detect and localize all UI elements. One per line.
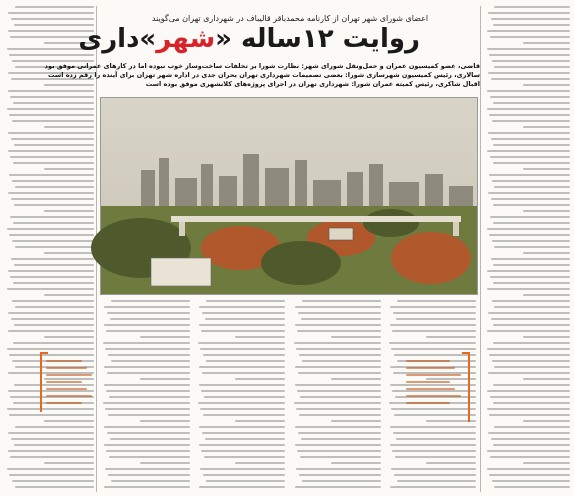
text-line	[111, 480, 190, 482]
text-line	[294, 342, 381, 344]
quote-line	[46, 402, 82, 404]
text-line	[490, 96, 570, 98]
text-line	[523, 168, 570, 170]
text-line	[110, 318, 190, 320]
text-line	[297, 390, 381, 392]
text-line	[294, 402, 381, 404]
text-line	[11, 198, 94, 200]
text-line	[523, 294, 570, 296]
text-line	[295, 366, 381, 368]
text-line	[7, 108, 94, 110]
text-line	[105, 468, 190, 470]
text-line	[296, 468, 381, 470]
text-line	[392, 330, 476, 332]
text-line	[11, 318, 94, 320]
right-text-column	[484, 6, 570, 492]
text-line	[106, 450, 190, 452]
text-line	[489, 474, 570, 476]
text-line	[202, 372, 285, 374]
text-line	[487, 150, 570, 152]
text-line	[487, 468, 570, 470]
text-line	[15, 6, 94, 8]
text-line	[489, 354, 570, 356]
text-line	[104, 384, 190, 386]
text-line	[494, 186, 570, 188]
text-line	[491, 198, 570, 200]
text-line	[104, 426, 190, 428]
text-line	[8, 150, 94, 152]
text-line	[140, 336, 190, 338]
text-line	[13, 162, 94, 164]
text-line	[391, 468, 476, 470]
text-line	[492, 180, 570, 182]
text-line	[198, 342, 285, 344]
text-line	[44, 84, 94, 86]
text-line	[390, 486, 476, 488]
text-line	[109, 456, 190, 458]
quote-line	[406, 381, 450, 383]
text-line	[7, 348, 94, 350]
text-line	[8, 312, 94, 314]
text-line	[140, 420, 190, 422]
text-line	[489, 414, 570, 416]
text-line	[13, 102, 94, 104]
text-line	[298, 432, 381, 434]
text-line	[108, 354, 190, 356]
quote-line	[46, 374, 92, 376]
text-line	[491, 78, 570, 80]
article-kicker: اعضای شورای شهر تهران از کارنامه محمدباقر قالیباف در شهرداری تهران می‌گویند	[151, 14, 429, 23]
text-line	[493, 144, 570, 146]
text-line	[300, 396, 381, 398]
text-line	[10, 456, 94, 458]
text-line	[15, 186, 94, 188]
text-line	[295, 324, 381, 326]
text-line	[44, 336, 94, 338]
headline-part: روایت ۱۲ساله «	[215, 24, 420, 54]
text-line	[8, 90, 94, 92]
text-line	[491, 318, 570, 320]
text-line	[10, 96, 94, 98]
text-line	[523, 42, 570, 44]
text-line	[235, 378, 285, 380]
text-line	[487, 30, 570, 32]
text-line	[491, 18, 570, 20]
text-line	[202, 312, 285, 314]
text-line	[488, 432, 570, 434]
quote-bracket	[468, 352, 470, 422]
text-line	[493, 162, 570, 164]
text-line	[199, 384, 285, 386]
text-line	[8, 12, 94, 14]
text-line	[108, 474, 190, 476]
text-line	[106, 390, 190, 392]
text-line	[331, 336, 381, 338]
headline-accent: شهر	[156, 24, 216, 54]
quote-line	[406, 388, 455, 390]
text-line	[491, 438, 570, 440]
text-line	[201, 450, 285, 452]
text-line	[12, 180, 94, 182]
text-line	[494, 426, 570, 428]
text-line	[107, 372, 190, 374]
text-line	[493, 384, 570, 386]
text-line	[235, 336, 285, 338]
text-line	[14, 444, 94, 446]
text-line	[11, 258, 94, 260]
text-line	[44, 252, 94, 254]
text-line	[44, 462, 94, 464]
text-line	[9, 54, 94, 56]
text-line	[203, 354, 285, 356]
text-line	[295, 486, 381, 488]
text-line	[44, 420, 94, 422]
text-line	[296, 408, 381, 410]
text-line	[488, 132, 570, 134]
text-line	[390, 426, 476, 428]
text-line	[488, 12, 570, 14]
text-line	[11, 138, 94, 140]
text-line	[201, 390, 285, 392]
text-line	[200, 468, 285, 470]
text-line	[13, 282, 94, 284]
text-line	[297, 450, 381, 452]
text-line	[395, 456, 476, 458]
text-line	[106, 330, 190, 332]
text-line	[487, 348, 570, 350]
text-line	[298, 312, 381, 314]
text-line	[201, 330, 285, 332]
text-line	[302, 480, 381, 482]
text-line	[8, 192, 94, 194]
text-line	[9, 174, 94, 176]
text-line	[295, 444, 381, 446]
text-line	[487, 450, 570, 452]
text-line	[396, 438, 476, 440]
text-line	[397, 300, 476, 302]
text-line	[487, 408, 570, 410]
text-line	[487, 48, 570, 50]
text-line	[204, 456, 285, 458]
text-line	[493, 324, 570, 326]
text-line	[297, 330, 381, 332]
text-line	[140, 378, 190, 380]
text-line	[104, 444, 190, 446]
text-line	[13, 342, 94, 344]
text-line	[389, 342, 476, 344]
lead-bullet: سالاری، رئیس کمیسیون شهرسازی شورا: بعضی تصمیمات شهرداری تهران بحران جدی در اداره شهر تهران برای آینده را رقم زده است	[47, 71, 480, 79]
text-line	[8, 432, 94, 434]
text-line	[8, 450, 94, 452]
text-line	[295, 384, 381, 386]
lead-bullet: قاضی، عضو کمیسیون عمران و حمل‌ونقل شورای شهر: نظارت شورا بر تخلفات ساخت‌وساز خوب نبوده اما در کارهای عمرانی موفق بود	[44, 62, 480, 70]
text-line	[111, 300, 190, 302]
text-line	[7, 288, 94, 290]
text-line	[523, 126, 570, 128]
text-line	[492, 360, 570, 362]
text-line	[492, 480, 570, 482]
text-line	[103, 402, 190, 404]
text-line	[107, 312, 190, 314]
text-line	[9, 474, 94, 476]
photo-image	[101, 98, 477, 294]
text-line	[494, 486, 570, 488]
text-line	[487, 228, 570, 230]
text-line	[491, 138, 570, 140]
tehran-skyline-photo	[100, 97, 478, 295]
text-line	[487, 90, 570, 92]
text-line	[393, 432, 476, 434]
text-line	[200, 408, 285, 410]
text-line	[392, 450, 476, 452]
text-line	[394, 474, 476, 476]
article-lead-bullets	[44, 62, 480, 89]
lower-text-subcolumn	[196, 300, 286, 490]
column-divider-right	[480, 6, 481, 492]
text-line	[295, 426, 381, 428]
text-line	[9, 234, 94, 236]
text-line	[12, 120, 94, 122]
text-line	[300, 456, 381, 458]
text-line	[203, 414, 285, 416]
text-line	[7, 468, 94, 470]
text-line	[493, 282, 570, 284]
text-line	[44, 168, 94, 170]
text-line	[9, 114, 94, 116]
text-line	[397, 480, 476, 482]
quote-line	[406, 374, 461, 376]
text-line	[331, 378, 381, 380]
text-line	[204, 396, 285, 398]
text-line	[104, 324, 190, 326]
quote-bracket	[462, 352, 470, 354]
text-line	[296, 348, 381, 350]
text-line	[489, 54, 570, 56]
text-line	[12, 240, 94, 242]
text-line	[523, 84, 570, 86]
text-line	[299, 354, 381, 356]
quote-bracket	[40, 352, 48, 354]
quote-bracket	[40, 352, 42, 412]
text-line	[493, 342, 570, 344]
text-line	[492, 240, 570, 242]
text-line	[393, 312, 476, 314]
text-line	[490, 396, 570, 398]
text-line	[487, 390, 570, 392]
text-line	[44, 294, 94, 296]
text-line	[199, 426, 285, 428]
text-line	[523, 420, 570, 422]
text-line	[199, 444, 285, 446]
text-line	[14, 324, 94, 326]
text-line	[202, 432, 285, 434]
quote-line	[46, 360, 82, 362]
text-line	[109, 396, 190, 398]
text-line	[493, 222, 570, 224]
text-line	[396, 318, 476, 320]
text-line	[331, 420, 381, 422]
text-line	[490, 216, 570, 218]
text-line	[198, 402, 285, 404]
text-line	[487, 330, 570, 332]
text-line	[299, 474, 381, 476]
quote-line	[406, 367, 455, 369]
text-line	[11, 18, 94, 20]
text-line	[44, 210, 94, 212]
text-line	[523, 462, 570, 464]
lower-text-subcolumn	[291, 300, 381, 490]
text-line	[490, 276, 570, 278]
quote-line	[46, 395, 92, 397]
text-line	[390, 306, 476, 308]
text-line	[493, 264, 570, 266]
text-line	[488, 372, 570, 374]
text-line	[12, 300, 94, 302]
text-line	[205, 318, 285, 320]
text-line	[206, 300, 285, 302]
text-line	[488, 192, 570, 194]
headline-part: »داری	[78, 24, 157, 54]
text-line	[14, 144, 94, 146]
text-line	[494, 366, 570, 368]
text-line	[489, 234, 570, 236]
text-line	[523, 378, 570, 380]
text-line	[199, 306, 285, 308]
text-line	[111, 360, 190, 362]
text-line	[140, 462, 190, 464]
text-line	[206, 480, 285, 482]
pull-quote-right	[400, 352, 470, 422]
text-line	[493, 24, 570, 26]
text-line	[302, 360, 381, 362]
text-line	[493, 444, 570, 446]
text-line	[492, 300, 570, 302]
text-line	[490, 456, 570, 458]
text-line	[488, 312, 570, 314]
text-line	[8, 330, 94, 332]
text-line	[299, 414, 381, 416]
text-line	[199, 486, 285, 488]
text-line	[390, 444, 476, 446]
text-line	[235, 462, 285, 464]
text-line	[10, 156, 94, 158]
text-line	[523, 210, 570, 212]
text-line	[8, 270, 94, 272]
text-line	[487, 288, 570, 290]
text-line	[494, 66, 570, 68]
text-line	[489, 174, 570, 176]
text-line	[426, 336, 476, 338]
text-line	[493, 102, 570, 104]
text-line	[489, 114, 570, 116]
text-line	[390, 324, 476, 326]
text-line	[487, 270, 570, 272]
lead-bullet: اقبال شاکری، رئیس کمیته عمران شورا: شهرداری تهران در اجرای پروژه‌های کلانشهری موفق بوده است	[145, 80, 480, 88]
quote-line	[406, 402, 450, 404]
text-line	[15, 486, 94, 488]
text-line	[14, 204, 94, 206]
text-line	[523, 252, 570, 254]
text-line	[10, 276, 94, 278]
text-line	[494, 306, 570, 308]
text-line	[9, 414, 94, 416]
quote-line	[46, 388, 87, 390]
text-line	[492, 120, 570, 122]
text-line	[110, 438, 190, 440]
text-line	[11, 438, 94, 440]
text-line	[15, 306, 94, 308]
text-line	[491, 258, 570, 260]
text-line	[493, 204, 570, 206]
text-line	[44, 126, 94, 128]
text-line	[426, 462, 476, 464]
text-line	[103, 342, 190, 344]
quote-line	[406, 395, 461, 397]
text-line	[199, 366, 285, 368]
text-line	[15, 246, 94, 248]
text-line	[104, 486, 190, 488]
text-line	[104, 306, 190, 308]
text-line	[203, 474, 285, 476]
text-line	[523, 336, 570, 338]
text-line	[298, 372, 381, 374]
text-line	[487, 108, 570, 110]
text-line	[490, 156, 570, 158]
text-line	[302, 300, 381, 302]
text-line	[199, 324, 285, 326]
text-line	[494, 246, 570, 248]
text-line	[105, 348, 190, 350]
quote-line	[46, 381, 82, 383]
text-line	[7, 228, 94, 230]
text-line	[200, 348, 285, 350]
text-line	[206, 360, 285, 362]
text-line	[12, 480, 94, 482]
text-line	[494, 6, 570, 8]
text-line	[301, 318, 381, 320]
text-line	[15, 426, 94, 428]
text-line	[8, 132, 94, 134]
text-line	[104, 366, 190, 368]
text-line	[235, 420, 285, 422]
article-headline	[78, 24, 420, 54]
text-line	[391, 348, 476, 350]
text-line	[301, 438, 381, 440]
quote-line	[46, 367, 87, 369]
text-line	[205, 438, 285, 440]
text-line	[107, 432, 190, 434]
text-line	[10, 216, 94, 218]
lower-text-subcolumn	[100, 300, 190, 490]
text-line	[295, 306, 381, 308]
text-line	[490, 36, 570, 38]
quote-line	[406, 360, 450, 362]
pull-quote-left	[40, 352, 100, 412]
text-line	[493, 402, 570, 404]
text-line	[108, 414, 190, 416]
text-line	[105, 408, 190, 410]
text-line	[488, 72, 570, 74]
text-line	[14, 264, 94, 266]
text-line	[331, 462, 381, 464]
text-line	[492, 60, 570, 62]
text-line	[13, 222, 94, 224]
